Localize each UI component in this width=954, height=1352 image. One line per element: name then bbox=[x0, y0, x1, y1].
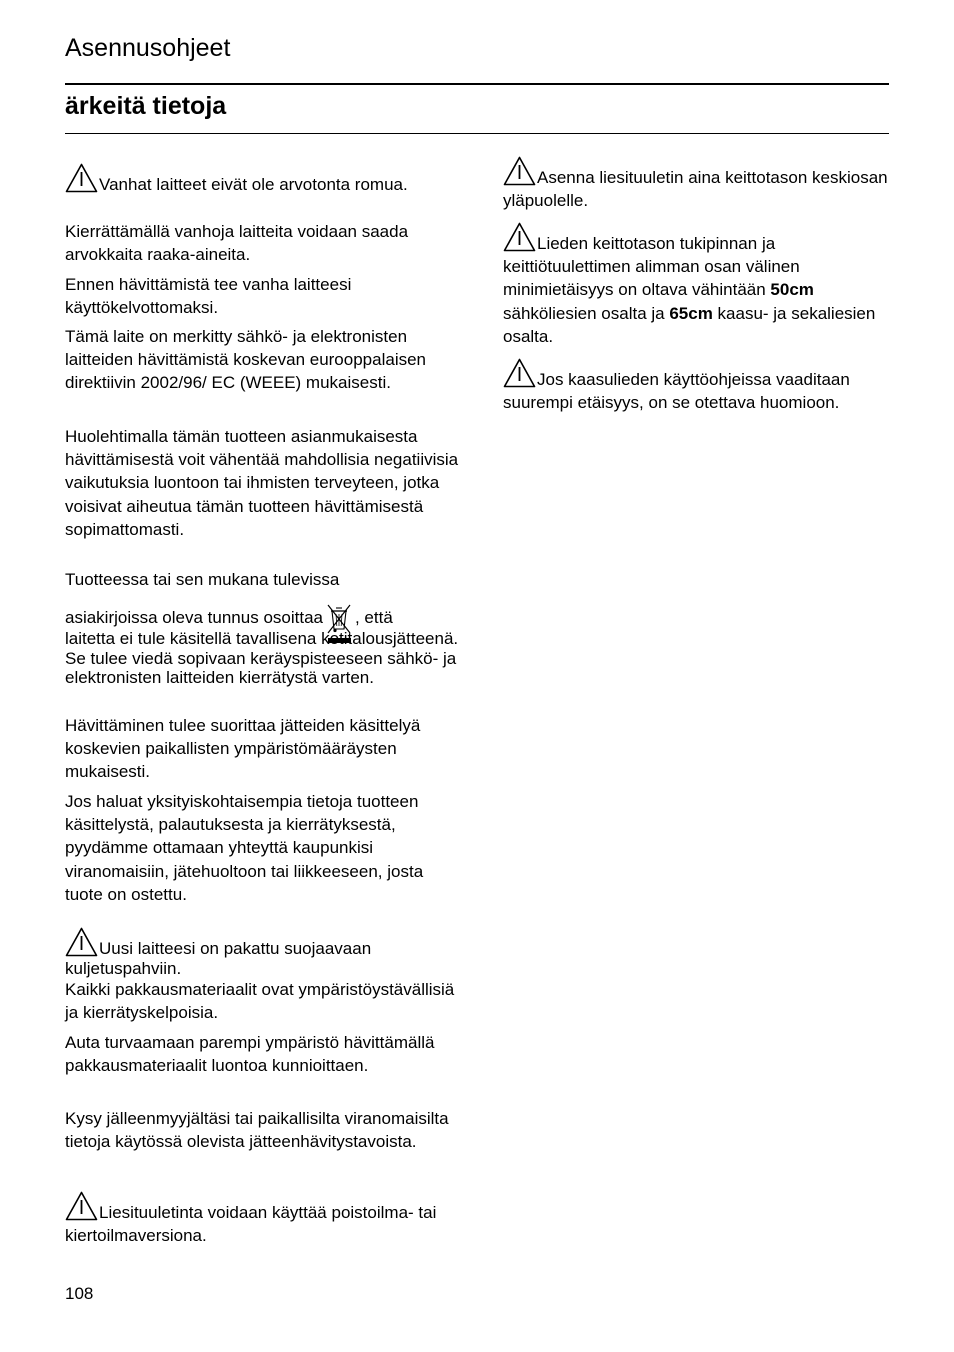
paragraph: Hävittäminen tulee suorittaa jätteiden käsittelyä koskevien paikallisten ympäristömääräysten mukaisesti. bbox=[65, 716, 421, 782]
distance-gas: 65cm bbox=[669, 303, 713, 323]
warning-triangle-icon bbox=[65, 163, 98, 193]
page-number: 108 bbox=[65, 1284, 94, 1303]
paragraph: Kierrättämällä vanhoja laitteita voidaan saada arvokkaita raaka-aineita. bbox=[65, 222, 409, 265]
paragraph: Huolehtimalla tämän tuotteen asianmukaisesta hävittämisestä voit vähentää mahdollisia negatiivisia vaikutuksia luontoon tai ihmisten terveyteen, jotka voisivat aiheutua tämän tuotteen hävittämisestä sopimattomasti. bbox=[65, 427, 459, 539]
warning-gas-instructions: Jos kaasulieden käyttöohjeissa vaaditaan suurempi etäisyys, on se otettava huomioon. bbox=[503, 358, 893, 414]
warning-triangle-icon bbox=[65, 927, 98, 957]
warning-triangle-icon bbox=[503, 358, 536, 388]
warning-triangle-icon bbox=[65, 1191, 98, 1221]
paragraph: Jos haluat yksityiskohtaisempia tietoja tuotteen käsittelystä, palautuksesta ja kierrätyksestä, pyydämme ottamaan yhteyttä kaupunkisi viranomaisiin, jätehuoltoon tai liikkeeseen, josta tuote on ostettu. bbox=[65, 792, 424, 904]
distance-electric: 50cm bbox=[770, 280, 814, 300]
paragraph: Kysy jälleenmyyjältäsi tai paikallisilta viranomaisilta tietoja käytössä olevista jätteenhävitystavoista. bbox=[65, 1109, 449, 1152]
warning-triangle-icon bbox=[503, 156, 536, 186]
paragraph: Ennen hävittämistä tee vanha laitteesi käyttökelvottomaksi. bbox=[65, 275, 352, 318]
section-divider bbox=[65, 133, 889, 134]
header-divider bbox=[65, 83, 889, 85]
warning-packaging: Uusi laitteesi on pakattu suojaavaan kuljetuspahviin. bbox=[65, 927, 465, 978]
paragraph: Kaikki pakkausmateriaalit ovat ympäristöystävällisiä ja kierrätyskelpoisia. bbox=[65, 980, 455, 1023]
warning-minimum-distance: Lieden keittotason tukipinnan ja keittiötuulettimen alimman osan välinen minimietäisyys on oltava vähintään 50cm sähköliesien osalta ja 65cm kaasu- ja sekaliesien osalta. bbox=[503, 222, 893, 348]
section-title: ärkeitä tietoja bbox=[65, 92, 227, 120]
paragraph: Tämä laite on merkitty sähkö- ja elektronisten laitteiden hävittämistä koskevan eurooppalaisen direktiivin 2002/96/ EC (WEEE) mukaisesti. bbox=[65, 327, 427, 393]
paragraph: laitetta ei tule käsitellä tavallisena kotitalousjätteenä. Se tulee viedä sopivaan keräyspisteeseen sähkö- ja elektronisten laitteiden kierrätystä varten. bbox=[65, 629, 459, 687]
warning-old-appliances: Vanhat laitteet eivät ole arvotonta romua. bbox=[65, 163, 465, 196]
warning-versions: Liesituuletinta voidaan käyttää poistoilma- tai kiertoilmaversiona. bbox=[65, 1191, 465, 1247]
paragraph: Tuotteessa tai sen mukana tulevissa bbox=[65, 570, 340, 589]
warning-triangle-icon bbox=[503, 222, 536, 252]
page-header: Asennusohjeet bbox=[65, 34, 231, 62]
paragraph: Auta turvaamaan parempi ympäristö hävittämällä pakkausmateriaalit luontoa kunnioittaen. bbox=[65, 1033, 435, 1076]
weee-paragraph: asiakirjoissa oleva tunnus osoittaa , että bbox=[65, 603, 465, 645]
warning-install-position: Asenna liesituuletin aina keittotason keskiosan yläpuolelle. bbox=[503, 156, 893, 212]
